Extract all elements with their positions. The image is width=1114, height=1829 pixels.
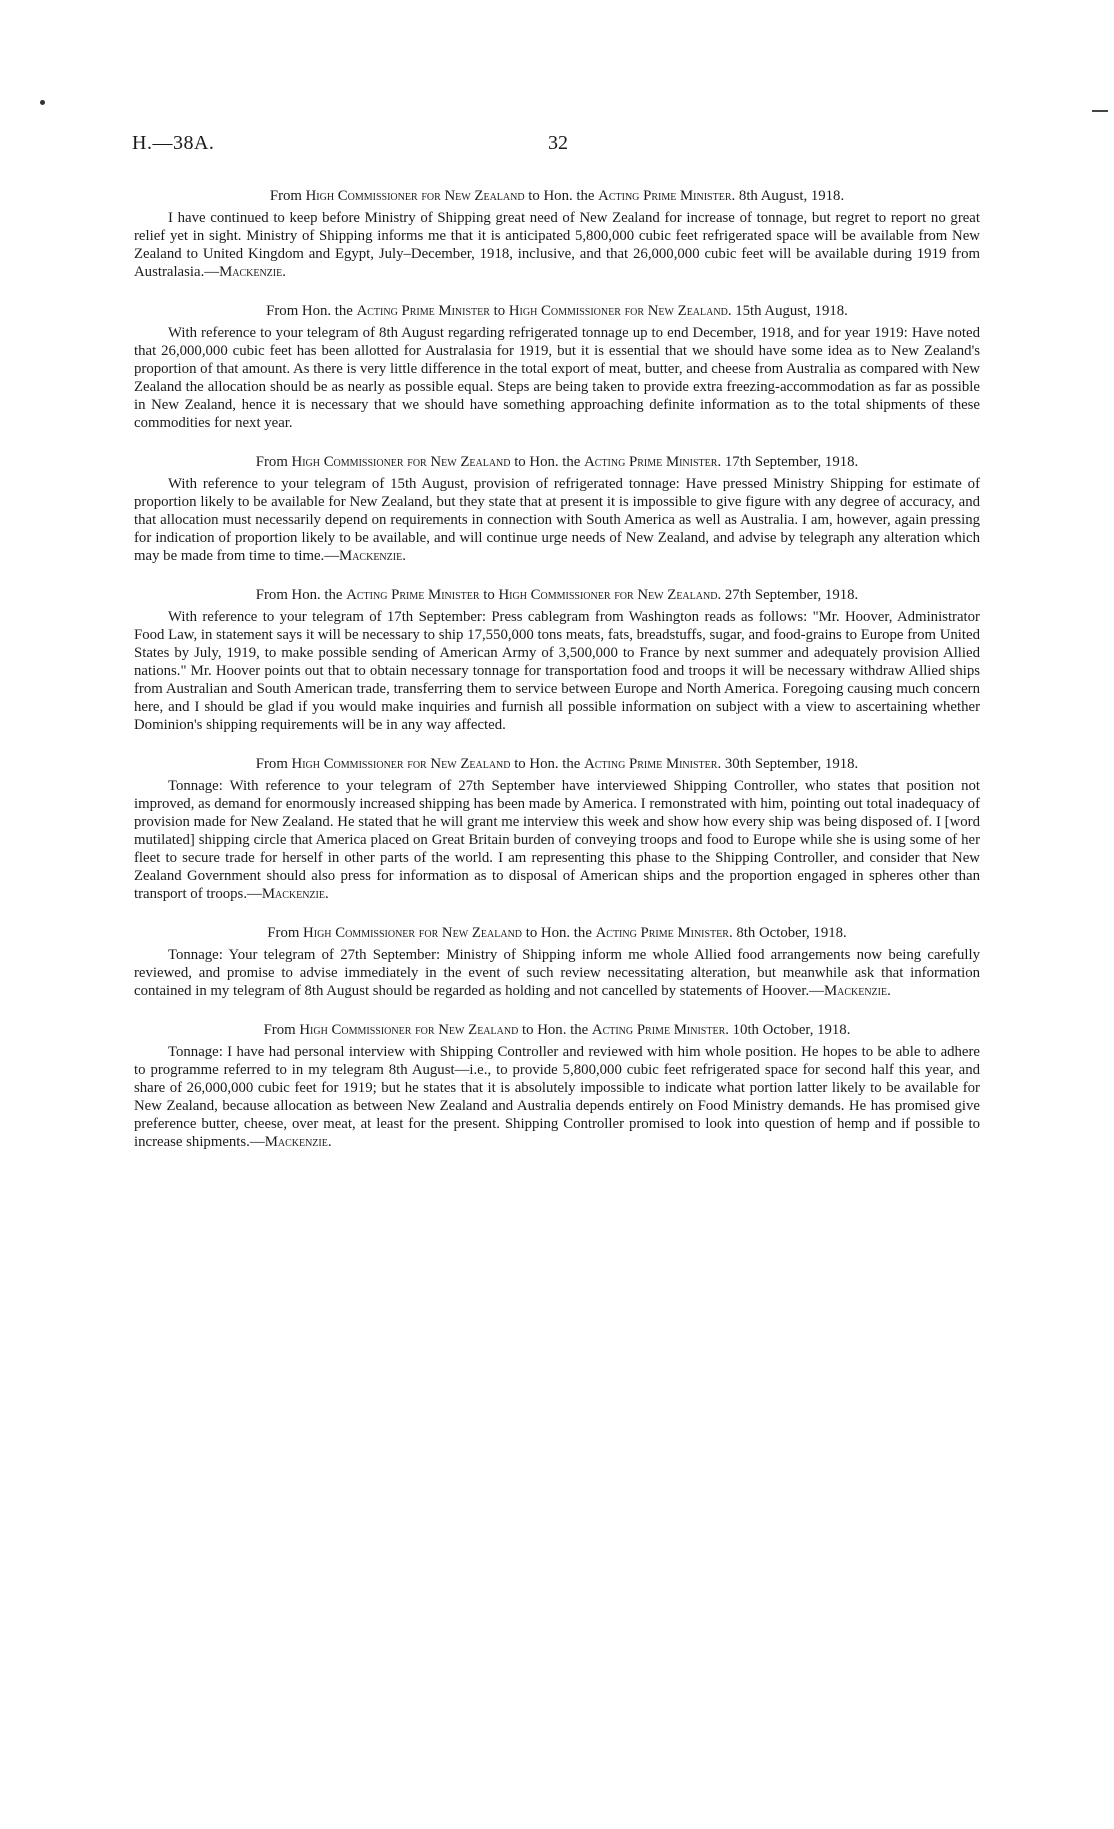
- telegram-5: [134, 755, 980, 903]
- signature: Mackenzie: [219, 264, 283, 280]
- telegram-body: With reference to your telegram of 15th August, provision of refrigerated tonnage: Have pressed Ministry Shipping for estimate of proportion likely to be available for New Zealand, but they state that at present it is impossible to give figure with any degree of accuracy, and that allocation must necessarily depend on requirements in connection with South America as well as Australia. I am, however, again pressing for indication of proportion likely to be available, and will continue urge needs of New Zealand, and advise by telegraph any alteration which may be made from time to time.—Mackenzie.: [134, 476, 980, 564]
- document-code: H.—38A.: [132, 132, 215, 154]
- telegram-heading: From Hon. the Acting Prime Minister to High Commissioner for New Zealand. 15th August, 1918.: [266, 303, 848, 319]
- telegram-2: [134, 302, 980, 432]
- telegram-heading: From High Commissioner for New Zealand to Hon. the Acting Prime Minister. 8th August, 1918.: [269, 188, 845, 204]
- margin-mark: [1092, 110, 1108, 112]
- signature: Mackenzie: [261, 886, 325, 902]
- telegram-4: [134, 586, 980, 734]
- telegram-list: [134, 187, 980, 1172]
- telegram-body: Tonnage: Your telegram of 27th September: Ministry of Shipping inform me whole Allied food arrangements now being carefully reviewed, and promise to advise immediately in the event of such review necessitating alteration, but meanwhile ask that information contained in my telegram of 8th August should be regarded as holding and not cancelled by statements of Hoover.—Mackenzie.: [134, 947, 980, 999]
- page-number: 32: [548, 132, 568, 154]
- telegram-1: [134, 187, 980, 281]
- telegram-heading: From High Commissioner for New Zealand to Hon. the Acting Prime Minister. 8th October, 1918.: [267, 925, 847, 941]
- telegram-heading: From High Commissioner for New Zealand to Hon. the Acting Prime Minister. 17th September, 1918.: [255, 454, 859, 470]
- telegram-heading: From Hon. the Acting Prime Minister to High Commissioner for New Zealand. 27th September, 1918.: [255, 587, 859, 603]
- signature: Mackenzie: [339, 548, 403, 564]
- telegram-7: [134, 1021, 980, 1151]
- telegram-body: I have continued to keep before Ministry of Shipping great need of New Zealand for increase of tonnage, but regret to report no great relief yet in sight. Ministry of Shipping informs me that it is anticipated 5,800,000 cubic feet refrigerated space will be available from New Zealand to United Kingdom and Egypt, July–December, 1918, inclusive, and that 26,000,000 cubic feet will be available during 1919 from Australasia.—Mackenzie.: [134, 210, 980, 280]
- telegram-body: With reference to your telegram of 17th September: Press cablegram from Washington reads as follows: "Mr. Hoover, Administrator Food Law, in statement says it will be necessary to ship 17,550,000 tons meats, fats, breadstuffs, sugar, and food-grains to Europe from United States by July, 1919, to make possible sending of American Army of 3,500,000 to France by next summer and adequately provision Allied nations." Mr. Hoover points out that to obtain necessary tonnage for transportation food and troops it will be necessary withdraw Allied ships from Australian and South American trade, transferring them to service between Europe and North America. Foregoing causing much concern here, and I should be glad if you would make inquiries and furnish all possible information on subject with a view to ascertaining whether Dominion's shipping requirements will be in any way affected.: [134, 609, 980, 733]
- telegram-body: Tonnage: With reference to your telegram of 27th September have interviewed Shipping Controller, who states that position not improved, as demand for enormously increased shipping has been made by America. I remonstrated with him, pointing out total inadequacy of provision made for New Zealand. He stated that he will grant me interview this week and show how every ship was being disposed of. I [word mutilated] shipping circle that America placed on Great Britain burden of conveying troops and food to Europe while she is using some of her fleet to secure trade for herself in other parts of the world. I am representing this phase to the Shipping Controller, and consider that New Zealand Government should also press for information as to disposal of American ships and the proportion engaged in spheres other than transport of troops.—Mackenzie.: [134, 778, 980, 902]
- signature: Mackenzie: [264, 1134, 328, 1150]
- telegram-body: Tonnage: I have had personal interview with Shipping Controller and reviewed with him whole position. He hopes to be able to adhere to programme referred to in my telegram 8th August—i.e., to provide 5,800,000 cubic feet refrigerated space for second half this year, and share of 26,000,000 cubic feet for 1919; but he states that it is absolutely impossible to indicate what portion latter likely to be available for New Zealand, because allocation as between New Zealand and Australia depends entirely on Food Ministry demands. He has promised give preference butter, cheese, over meat, at least for the present. Shipping Controller promised to look into question of hemp and if possible to increase shipments.—Mackenzie.: [134, 1044, 980, 1150]
- margin-dot: [40, 100, 45, 105]
- telegram-heading: From High Commissioner for New Zealand to Hon. the Acting Prime Minister. 10th October, 1918.: [263, 1022, 851, 1038]
- telegram-heading: From High Commissioner for New Zealand to Hon. the Acting Prime Minister. 30th September, 1918.: [255, 756, 859, 772]
- telegram-3: [134, 453, 980, 565]
- page-header: [132, 132, 982, 162]
- telegram-6: [134, 924, 980, 1000]
- signature: Mackenzie: [823, 983, 888, 999]
- telegram-body: With reference to your telegram of 8th August regarding refrigerated tonnage up to end December, 1918, and for year 1919: Have noted that 26,000,000 cubic feet has been allotted for Australasia for 1919, but it is essential that we should have some idea as to New Zealand's proportion of that amount. As there is very little difference in the total export of meat, butter, and cheese from Australia as compared with New Zealand the allocation should be as nearly as possible equal. Steps are being taken to provide extra freezing-accommodation as far as possible in New Zealand, hence it is necessary that we should have something approaching definite information as to the total shipments of these commodities for next year.: [134, 325, 980, 431]
